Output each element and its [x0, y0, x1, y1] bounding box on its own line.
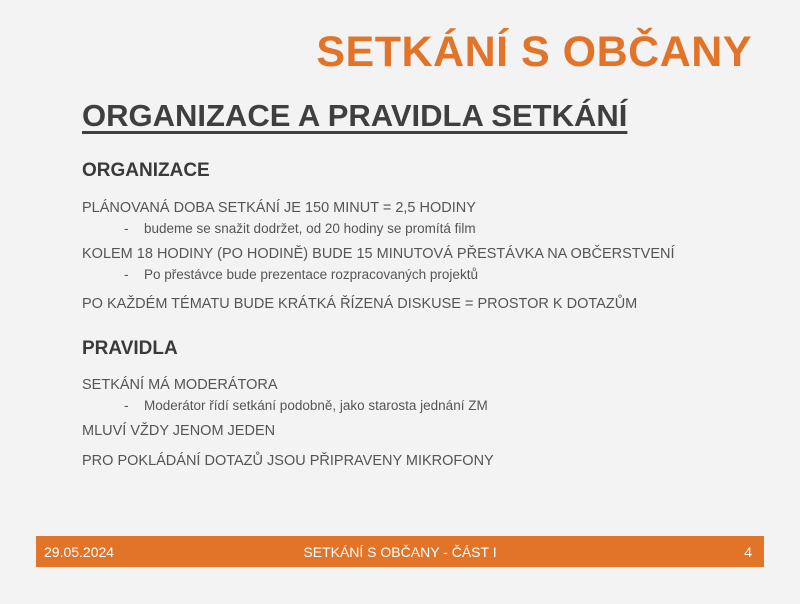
dash-marker: - [124, 221, 129, 236]
bullet-break: KOLEM 18 HODINY (PO HODINĚ) BUDE 15 MINUTOVÁ PŘESTÁVKA NA OBČERSTVENÍ [82, 246, 675, 262]
sub-bullet-text: budeme se snažit dodržet, od 20 hodiny se promítá film [144, 221, 476, 236]
dash-marker: - [124, 398, 129, 413]
slide-subtitle: ORGANIZACE A PRAVIDLA SETKÁNÍ [82, 98, 628, 133]
slide-body [82, 160, 772, 469]
bullet-moderator: SETKÁNÍ MÁ MODERÁTORA [82, 377, 278, 393]
sub-bullet-planned-duration [82, 221, 772, 236]
sub-bullet-text: Po přestávce bude prezentace rozpracovaných projektů [144, 267, 478, 282]
bullet-discussion: PO KAŽDÉM TÉMATU BUDE KRÁTKÁ ŘÍZENÁ DISKUSE = PROSTOR K DOTAZŮM [82, 296, 638, 312]
sub-bullet-moderator [82, 398, 772, 413]
dash-marker: - [124, 267, 129, 282]
slide-title: SETKÁNÍ S OBČANY [316, 28, 752, 76]
page-number: 4 [744, 543, 752, 560]
sub-bullet-text: Moderátor řídí setkání podobně, jako starosta jednání ZM [144, 398, 488, 413]
bullet-planned-duration: PLÁNOVANÁ DOBA SETKÁNÍ JE 150 MINUT = 2,5 HODINY [82, 200, 476, 216]
sub-bullet-break [82, 267, 772, 282]
bullet-microphones: PRO POKLÁDÁNÍ DOTAZŮ JSOU PŘIPRAVENY MIKROFONY [82, 453, 494, 469]
footer-date: 29.05.2024 [44, 543, 115, 560]
section-heading-pravidla: PRAVIDLA [82, 338, 178, 359]
footer-bar [36, 536, 764, 567]
footer-title: SETKÁNÍ S OBČANY - ČÁST I [303, 543, 497, 560]
bullet-one-speaker: MLUVÍ VŽDY JENOM JEDEN [82, 423, 276, 439]
section-heading-organizace: ORGANIZACE [82, 160, 210, 181]
